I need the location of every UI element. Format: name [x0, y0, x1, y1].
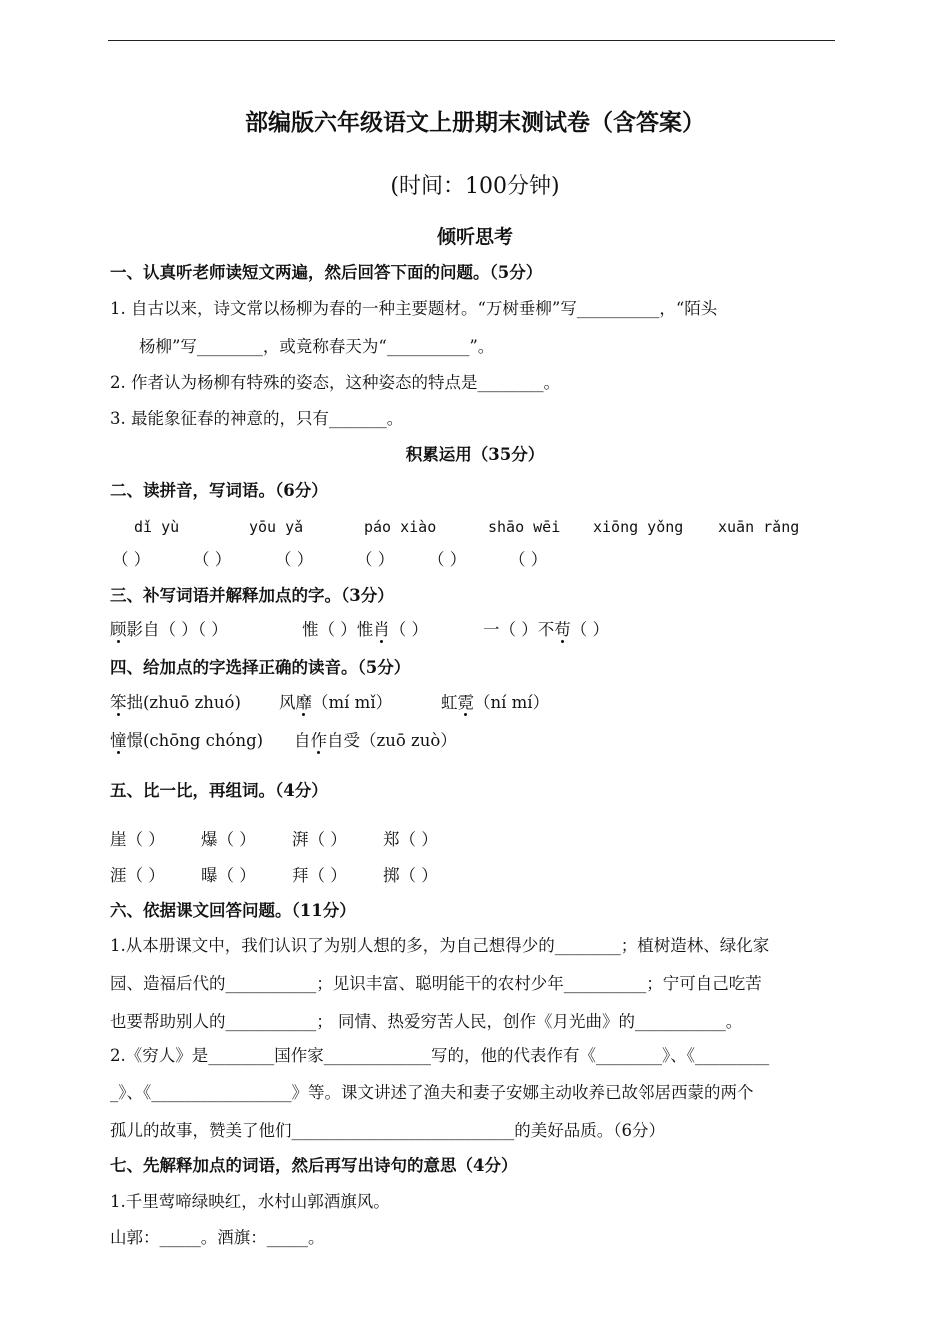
blank-2: （ ）: [193, 550, 232, 569]
header-rule: [108, 40, 835, 41]
q1-line-4: 3. 最能象征春的神意的，只有_______。: [110, 409, 404, 428]
blank-5: （ ）: [428, 550, 467, 569]
pinyin-1: dǐ yù: [134, 518, 180, 536]
q7-heading: 七、先解释加点的词语，然后再写出诗句的意思（4分）: [110, 1156, 518, 1175]
q6-heading: 六、依据课文回答问题。（11分）: [110, 901, 356, 920]
q4-item-3: 虹霓（ní mí）: [441, 693, 550, 712]
q6-line-5: _》、《_________________》等。课文讲述了渔夫和妻子安娜主动收养已故邻居西蒙的两个: [110, 1083, 754, 1102]
pinyin-3: páo xiào: [364, 518, 437, 536]
q3-heading: 三、补写词语并解释加点的字。（3分）: [110, 586, 394, 605]
pinyin-6: xuān rǎng: [718, 518, 800, 536]
q1-line-2: 杨柳”写________，或竟称春天为“__________”。: [139, 337, 495, 356]
page-title: 部编版六年级语文上册期末测试卷（含答案）: [245, 109, 705, 136]
dotted-char: 靡: [295, 693, 312, 712]
blank-3: （ ）: [275, 550, 314, 569]
q5-r2-1: 涯（ ）: [110, 866, 165, 885]
q5-r1-2: 爆（ ）: [201, 830, 256, 849]
dotted-char: 苟: [554, 620, 571, 639]
q4-item-5: 自作自受（zuō zuò）: [294, 731, 457, 750]
blank-1: （ ）: [112, 550, 151, 569]
q4-item-4: 憧憬(chōng chóng): [110, 731, 264, 750]
dotted-char: 肖: [373, 620, 390, 639]
q5-r2-3: 拜（ ）: [292, 866, 347, 885]
q2-heading: 二、读拼音，写词语。（6分）: [110, 481, 328, 500]
q6-line-1: 1.从本册课文中，我们认识了为别人想的多，为自己想得少的________；植树造林、绿化家: [110, 936, 770, 955]
q5-r1-1: 崖（ ）: [110, 830, 165, 849]
q3-item-3: 一（ ）不苟（ ）: [483, 620, 609, 639]
dotted-char: 憧: [110, 731, 127, 750]
q4-heading: 四、给加点的字选择正确的读音。（5分）: [110, 658, 411, 677]
q3-item-1: 顾影自（ ）（ ）: [110, 620, 228, 639]
dotted-char: 顾: [110, 620, 127, 639]
q7-poem: 1.千里莺啼绿映红，水村山郭酒旗风。: [110, 1192, 390, 1211]
q4-item-1: 笨拙(zhuō zhuó): [110, 693, 241, 712]
q6-line-3: 也要帮助别人的___________； 同情、热爱穷苦人民，创作《月光曲》的___________。: [110, 1012, 743, 1031]
dotted-char: 作: [310, 731, 327, 750]
pinyin-5: xiōng yǒng: [593, 518, 684, 536]
q6-line-2: 园、造福后代的___________；见识丰富、聪明能干的农村少年__________；宁可自己吃苦: [110, 974, 762, 993]
time-limit: (时间：100分钟): [390, 174, 560, 199]
pinyin-4: shāo wēi: [488, 518, 561, 536]
q5-heading: 五、比一比，再组词。（4分）: [110, 781, 328, 800]
q1-line-1: 1. 自古以来，诗文常以杨柳为春的一种主要题材。“万树垂柳”写__________，“陌头: [110, 299, 718, 318]
q5-r2-4: 掷（ ）: [383, 866, 438, 885]
pinyin-2: yōu yǎ: [249, 518, 304, 536]
dotted-char: 霓: [457, 693, 474, 712]
q3-item-2: 惟（ ）惟肖（ ）: [302, 620, 428, 639]
q1-line-3: 2. 作者认为杨柳有特殊的姿态，这种姿态的特点是________。: [110, 373, 560, 392]
q5-r1-4: 郑（ ）: [383, 830, 438, 849]
q6-line-4: 2.《穷人》是________国作家_____________写的，他的代表作有《________》、《_________: [110, 1046, 770, 1065]
section-listen: 倾听思考: [436, 226, 513, 248]
q4-item-2: 风靡（mí mǐ）: [279, 693, 393, 712]
dotted-char: 笨: [110, 693, 127, 712]
section-accumulate: 积累运用（35分）: [405, 445, 545, 464]
q5-r2-2: 曝（ ）: [201, 866, 256, 885]
q6-line-6: 孤儿的故事，赞美了他们___________________________的美好品质。（6分）: [110, 1121, 665, 1140]
blank-4: （ ）: [356, 550, 395, 569]
q1-heading: 一、认真听老师读短文两遍，然后回答下面的问题。（5分）: [110, 263, 543, 282]
q5-r1-3: 湃（ ）: [292, 830, 347, 849]
q7-answer: 山郭：_____。酒旗：_____。: [110, 1228, 325, 1247]
blank-6: （ ）: [509, 550, 548, 569]
